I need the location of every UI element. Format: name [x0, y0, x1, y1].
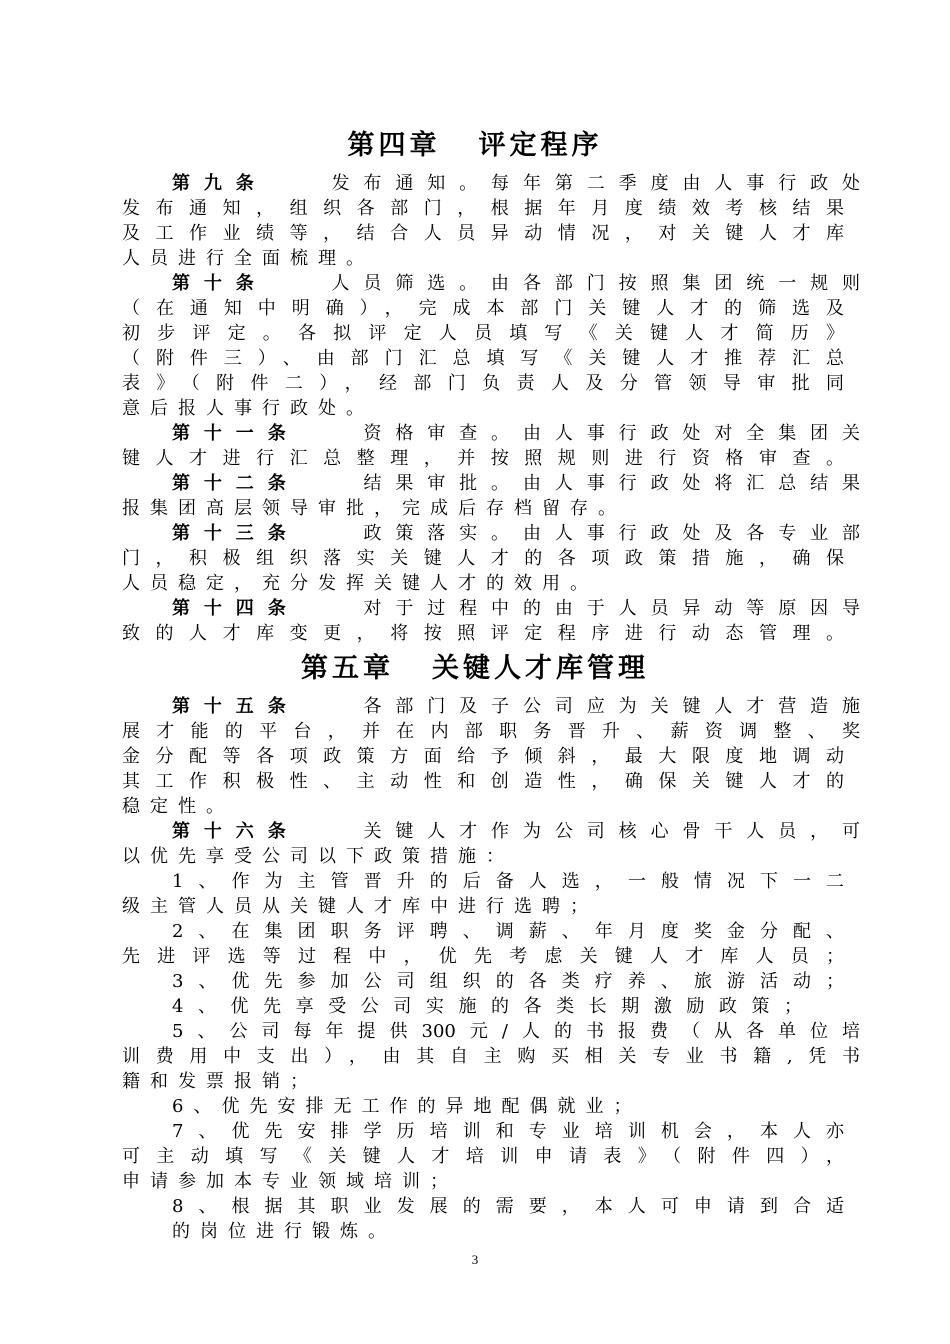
article-9-line-2: 发布通知，组织各部门，根据年月度绩效考核结果	[122, 198, 844, 219]
item-8-line-1: 8、根据其职业发展的需要，本人可申请到合适	[172, 1196, 844, 1217]
item-5-line-3: 籍和发票报销；	[122, 1071, 318, 1092]
article-13-line-1: 第十三条 政策落实。由人事行政处及各专业部	[172, 523, 861, 544]
item-5-line-2: 训费用中支出），由其自主购买相关专业书籍,凭书	[122, 1046, 860, 1067]
chapter-5-heading: 第五章 关键人才库管理	[301, 653, 649, 684]
article-16-line-2: 以优先享受公司以下政策措施：	[122, 846, 514, 867]
article-13-line-3: 人员稳定，充分发挥关键人才的效用。	[122, 573, 598, 594]
item-6: 6、优先安排无工作的异地配偶就业；	[172, 1096, 642, 1117]
item-7-line-3: 申请参加本专业领域培训；	[122, 1171, 458, 1192]
item-2-line-2: 先进评选等过程中，优先考虑关键人才库人员；	[122, 946, 844, 967]
article-10-line-6: 意后报人事行政处。	[122, 398, 374, 419]
article-10-line-4: （附件三）、由部门汇总填写《关键人才推荐汇总	[122, 348, 844, 369]
article-10-line-1: 第十条 人员筛选。由各部门按照集团统一规则	[172, 273, 861, 294]
article-14-line-2: 致的人才库变更，将按照评定程序进行动态管理。	[122, 623, 844, 644]
article-11-line-2: 键人才进行汇总整理，并按照规则进行资格审查。	[122, 448, 844, 469]
item-4: 4、优先享受公司实施的各类长期激励政策；	[172, 996, 802, 1017]
item-7-line-2: 可主动填写《关键人才培训申请表》（附件四），	[122, 1146, 844, 1167]
item-3: 3、优先参加公司组织的各类疗养、旅游活动；	[172, 971, 844, 992]
article-10-line-2: （在通知中明确），完成本部门关键人才的筛选及	[122, 298, 844, 319]
article-16-line-1: 第十六条 关键人才作为公司核心骨干人员，可	[172, 821, 861, 842]
article-15-line-3: 金分配等各项政策方面给予倾斜，最大限度地调动	[122, 746, 844, 767]
item-1-line-1: 1、作为主管晋升的后备人选，一般情况下一二	[172, 871, 844, 892]
article-15-line-4: 其工作积极性、主动性和创造性，确保关键人才的	[122, 771, 844, 792]
item-8-line-2: 的岗位进行锻炼。	[172, 1221, 396, 1242]
item-1-line-2: 级主管人员从关键人才库中进行选聘；	[122, 896, 598, 917]
article-13-line-2: 门，积极组织落实关键人才的各项政策措施，确保	[122, 548, 844, 569]
article-10-line-3: 初步评定。各拟评定人员填写《关键人才简历》	[122, 323, 844, 344]
article-12-line-2: 报集团高层领导审批，完成后存档留存。	[122, 498, 626, 519]
article-9-line-4: 人员进行全面梳理。	[122, 248, 374, 269]
article-15-line-5: 稳定性。	[122, 796, 234, 817]
page-number: 3	[471, 1252, 479, 1267]
article-15-line-2: 展才能的平台，并在内部职务晋升、薪资调整、奖	[122, 721, 860, 742]
article-15-line-1: 第十五条 各部门及子公司应为关键人才营造施	[172, 696, 861, 717]
chapter-4-heading: 第四章 评定程序	[347, 130, 603, 161]
article-12-line-1: 第十二条 结果审批。由人事行政处将汇总结果	[172, 473, 861, 494]
item-5-line-1: 5、公司每年提供300元/人的书报费（从各单位培	[172, 1021, 860, 1042]
article-9-line-3: 及工作业绩等，结合人员异动情况，对关键人才库	[122, 223, 844, 244]
article-11-line-1: 第十一条 资格审查。由人事行政处对全集团关	[172, 423, 861, 444]
item-7-line-1: 7、优先安排学历培训和专业培训机会，本人亦	[172, 1121, 844, 1142]
item-2-line-1: 2、在集团职务评聘、调薪、年月度奖金分配、	[172, 921, 844, 942]
article-10-line-5: 表》（附件二），经部门负责人及分管领导审批同	[122, 373, 844, 394]
article-9-line-1: 第九条 发布通知。每年第二季度由人事行政处	[172, 173, 861, 194]
article-14-line-1: 第十四条 对于过程中的由于人员异动等原因导	[172, 598, 861, 619]
